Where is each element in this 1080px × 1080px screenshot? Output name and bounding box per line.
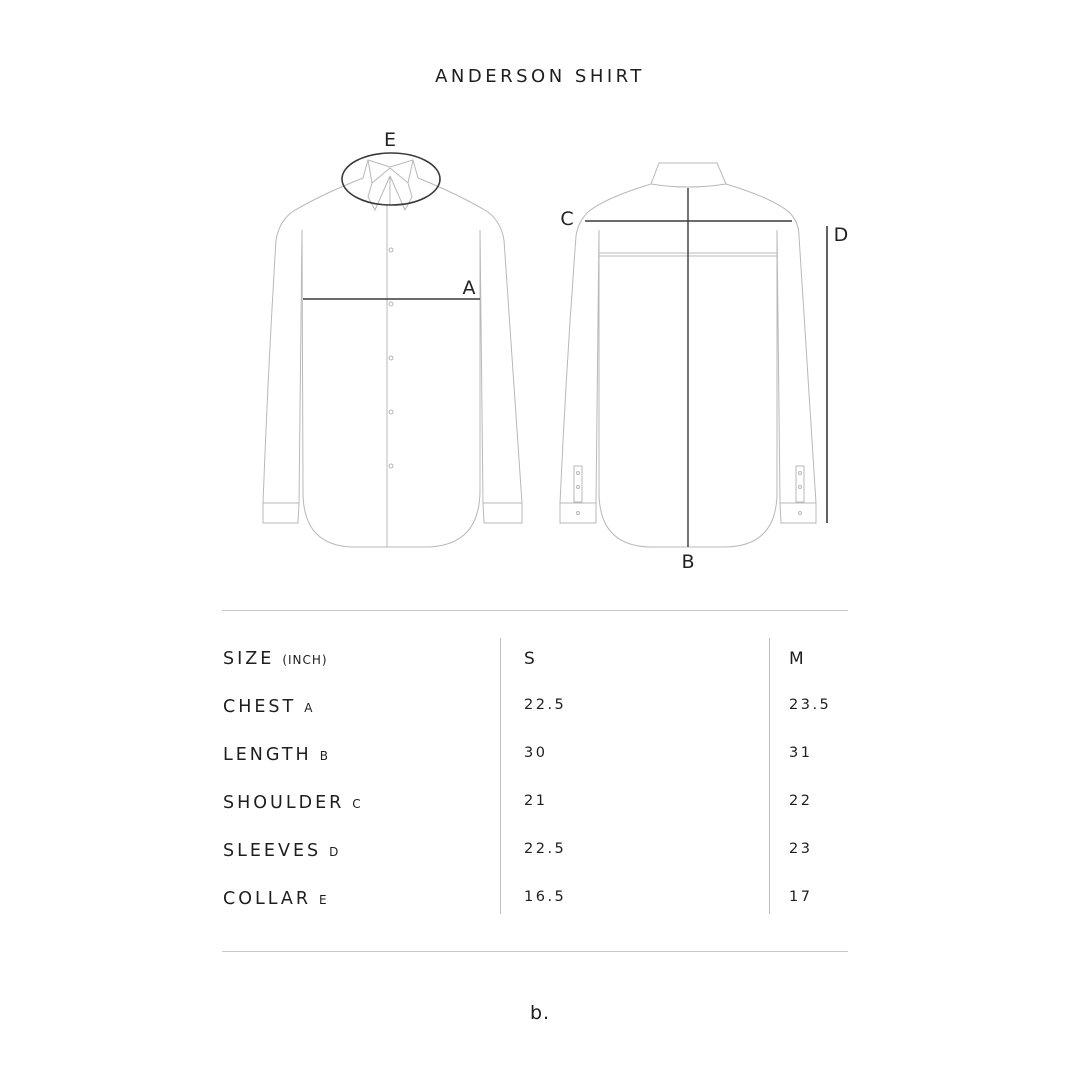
column-divider-s xyxy=(500,638,501,914)
row-letter: A xyxy=(304,701,314,715)
label-e: E xyxy=(383,129,397,151)
row-name: CHEST xyxy=(223,697,297,717)
row-letter: B xyxy=(319,749,329,763)
label-b: B xyxy=(681,551,695,573)
page-title: ANDERSON SHIRT xyxy=(435,66,645,87)
label-d: D xyxy=(833,224,849,246)
table-row xyxy=(0,793,1080,821)
row-value-m: 17 xyxy=(789,889,813,905)
row-value-s: 16.5 xyxy=(524,889,567,905)
table-bottom-rule xyxy=(222,951,848,952)
table-row xyxy=(0,745,1080,773)
table-row xyxy=(0,697,1080,725)
header-s: S xyxy=(524,649,537,669)
header-size: SIZE xyxy=(223,649,275,669)
row-value-s: 22.5 xyxy=(524,841,567,857)
row-value-s: 22.5 xyxy=(524,697,567,713)
row-name: COLLAR xyxy=(223,889,312,909)
table-row xyxy=(0,841,1080,869)
table-header-row xyxy=(0,649,1080,677)
row-value-s: 30 xyxy=(524,745,548,761)
table-row xyxy=(0,889,1080,917)
row-name: SHOULDER xyxy=(223,793,345,813)
row-value-s: 21 xyxy=(524,793,548,809)
row-name: LENGTH xyxy=(223,745,312,765)
label-a: A xyxy=(462,277,476,299)
shirt-front-view xyxy=(263,160,522,547)
row-value-m: 31 xyxy=(789,745,813,761)
column-divider-m xyxy=(769,638,770,914)
row-value-m: 23 xyxy=(789,841,813,857)
row-letter: C xyxy=(352,797,362,811)
header-m: M xyxy=(789,649,806,669)
row-value-m: 22 xyxy=(789,793,813,809)
brand-logo: b. xyxy=(529,1002,551,1024)
header-unit: (INCH) xyxy=(282,653,328,667)
label-c: C xyxy=(560,208,574,230)
row-value-m: 23.5 xyxy=(789,697,832,713)
table-top-rule xyxy=(222,610,848,611)
row-letter: E xyxy=(319,893,328,907)
row-letter: D xyxy=(329,845,340,859)
row-name: SLEEVES xyxy=(223,841,322,861)
